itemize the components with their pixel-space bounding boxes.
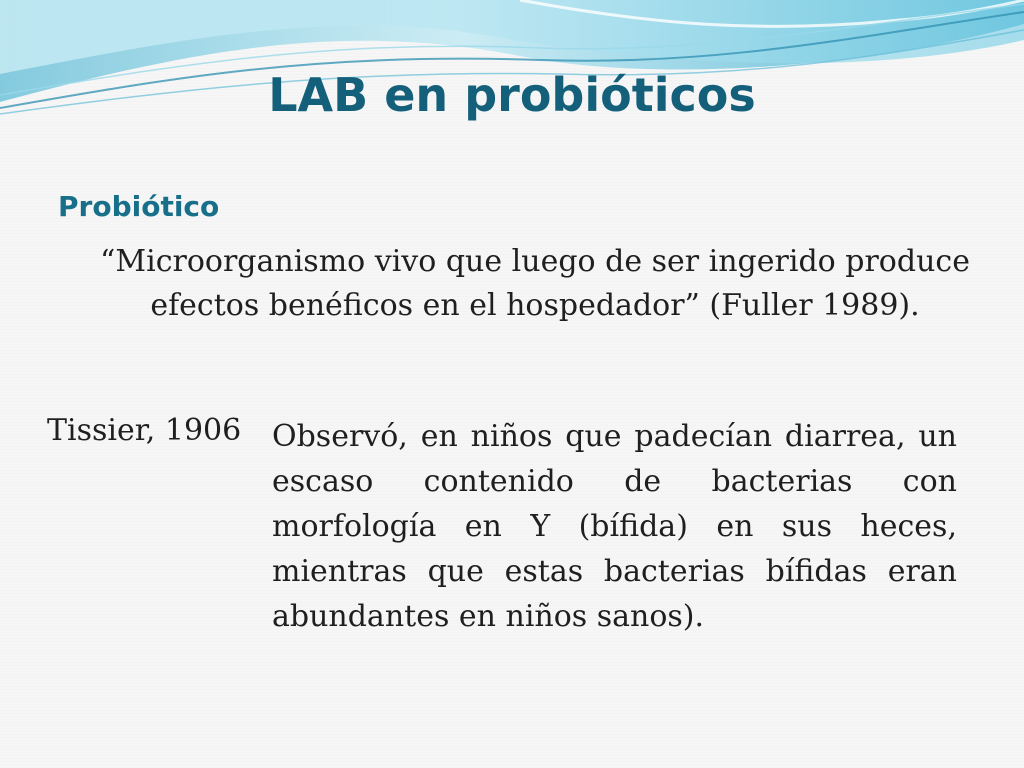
slide-title: LAB en probióticos (268, 68, 756, 122)
section-heading: Probiótico (58, 190, 220, 223)
author-citation: Tissier, 1906 (47, 413, 242, 448)
definition-quote: “Microorganismo vivo que luego de ser ingerido produce efectos benéficos en el hospedador” (Fuller 1989). (100, 244, 970, 323)
observation-text: Observó, en niños que padecían diarrea, un escaso contenido de bacterias con morfología en Y (bífida) en sus heces, mientras que estas bacterias bífidas eran abundantes en niños sanos). (272, 419, 957, 634)
